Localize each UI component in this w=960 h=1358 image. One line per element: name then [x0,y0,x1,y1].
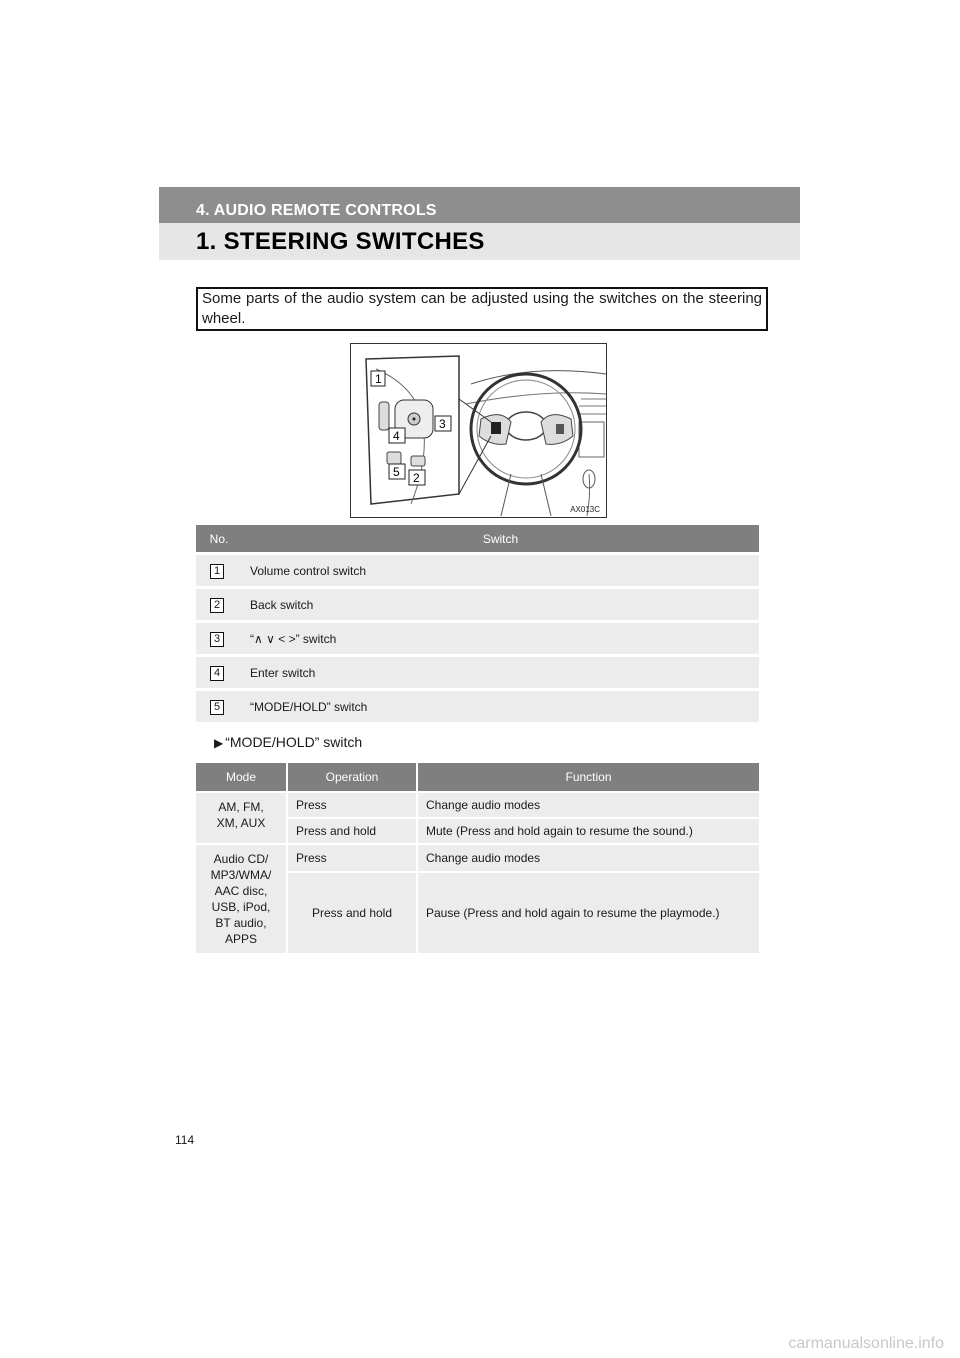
operation-cell: Press [287,844,417,872]
page-number: 114 [175,1133,195,1147]
intro-box: Some parts of the audio system can be adjusted using the switches on the steering wheel. [196,287,768,331]
title-bar [159,223,800,260]
triangle-bullet-icon: ▶ [214,736,224,750]
steering-wheel-illustration [350,343,607,518]
mode-cell: AM, FM, XM, AUX [196,792,287,844]
switch-name: “MODE/HOLD” switch [242,690,759,723]
callout-5: 5 [393,465,400,479]
mode-cell: Audio CD/ MP3/WMA/ AAC disc, USB, iPod, BT audio, APPS [196,844,287,953]
section-header-bar [159,187,800,223]
switch-table-header [196,525,759,554]
section-label: 4. AUDIO REMOTE CONTROLS [196,202,437,219]
watermark: carmanualsonline.info [788,1335,944,1352]
row-number: 5 [210,700,224,715]
callout-2: 2 [413,471,420,485]
mode-table-header [196,763,759,792]
row-number: 3 [210,632,224,647]
table-row [196,656,759,690]
operation-cell: Press [287,792,417,818]
mode-heading-label: “MODE/HOLD” switch [225,734,363,750]
function-cell: Change audio modes [417,792,759,818]
table-row [196,554,759,588]
row-number: 2 [210,598,224,613]
row-number: 4 [210,666,224,681]
row-number: 1 [210,564,224,579]
col-operation: Operation [287,763,417,792]
callout-4: 4 [393,429,400,443]
col-mode: Mode [196,763,287,792]
col-no: No. [196,525,242,554]
callout-1: 1 [375,372,382,386]
table-row [196,588,759,622]
function-cell: Mute (Press and hold again to resume the sound.) [417,818,759,844]
page-title: 1. STEERING SWITCHES [196,228,485,255]
table-row [196,622,759,656]
function-cell: Change audio modes [417,844,759,872]
mode-table [196,763,759,953]
col-function: Function [417,763,759,792]
switch-name: Volume control switch [242,554,759,588]
switch-name: Back switch [242,588,759,622]
callout-3: 3 [439,417,446,431]
operation-cell: Press and hold [287,818,417,844]
table-row [196,792,759,818]
table-row [196,844,759,872]
switch-name: Enter switch [242,656,759,690]
switch-name: “∧ ∨ < >” switch [242,622,759,656]
col-switch: Switch [242,525,759,554]
illustration-code: AX013C [570,505,600,514]
steering-wheel-drawing [351,344,606,517]
switch-table [196,525,759,722]
table-row [196,690,759,723]
function-cell: Pause (Press and hold again to resume the playmode.) [417,872,759,953]
mode-section-heading [214,734,362,750]
operation-cell: Press and hold [287,872,417,953]
